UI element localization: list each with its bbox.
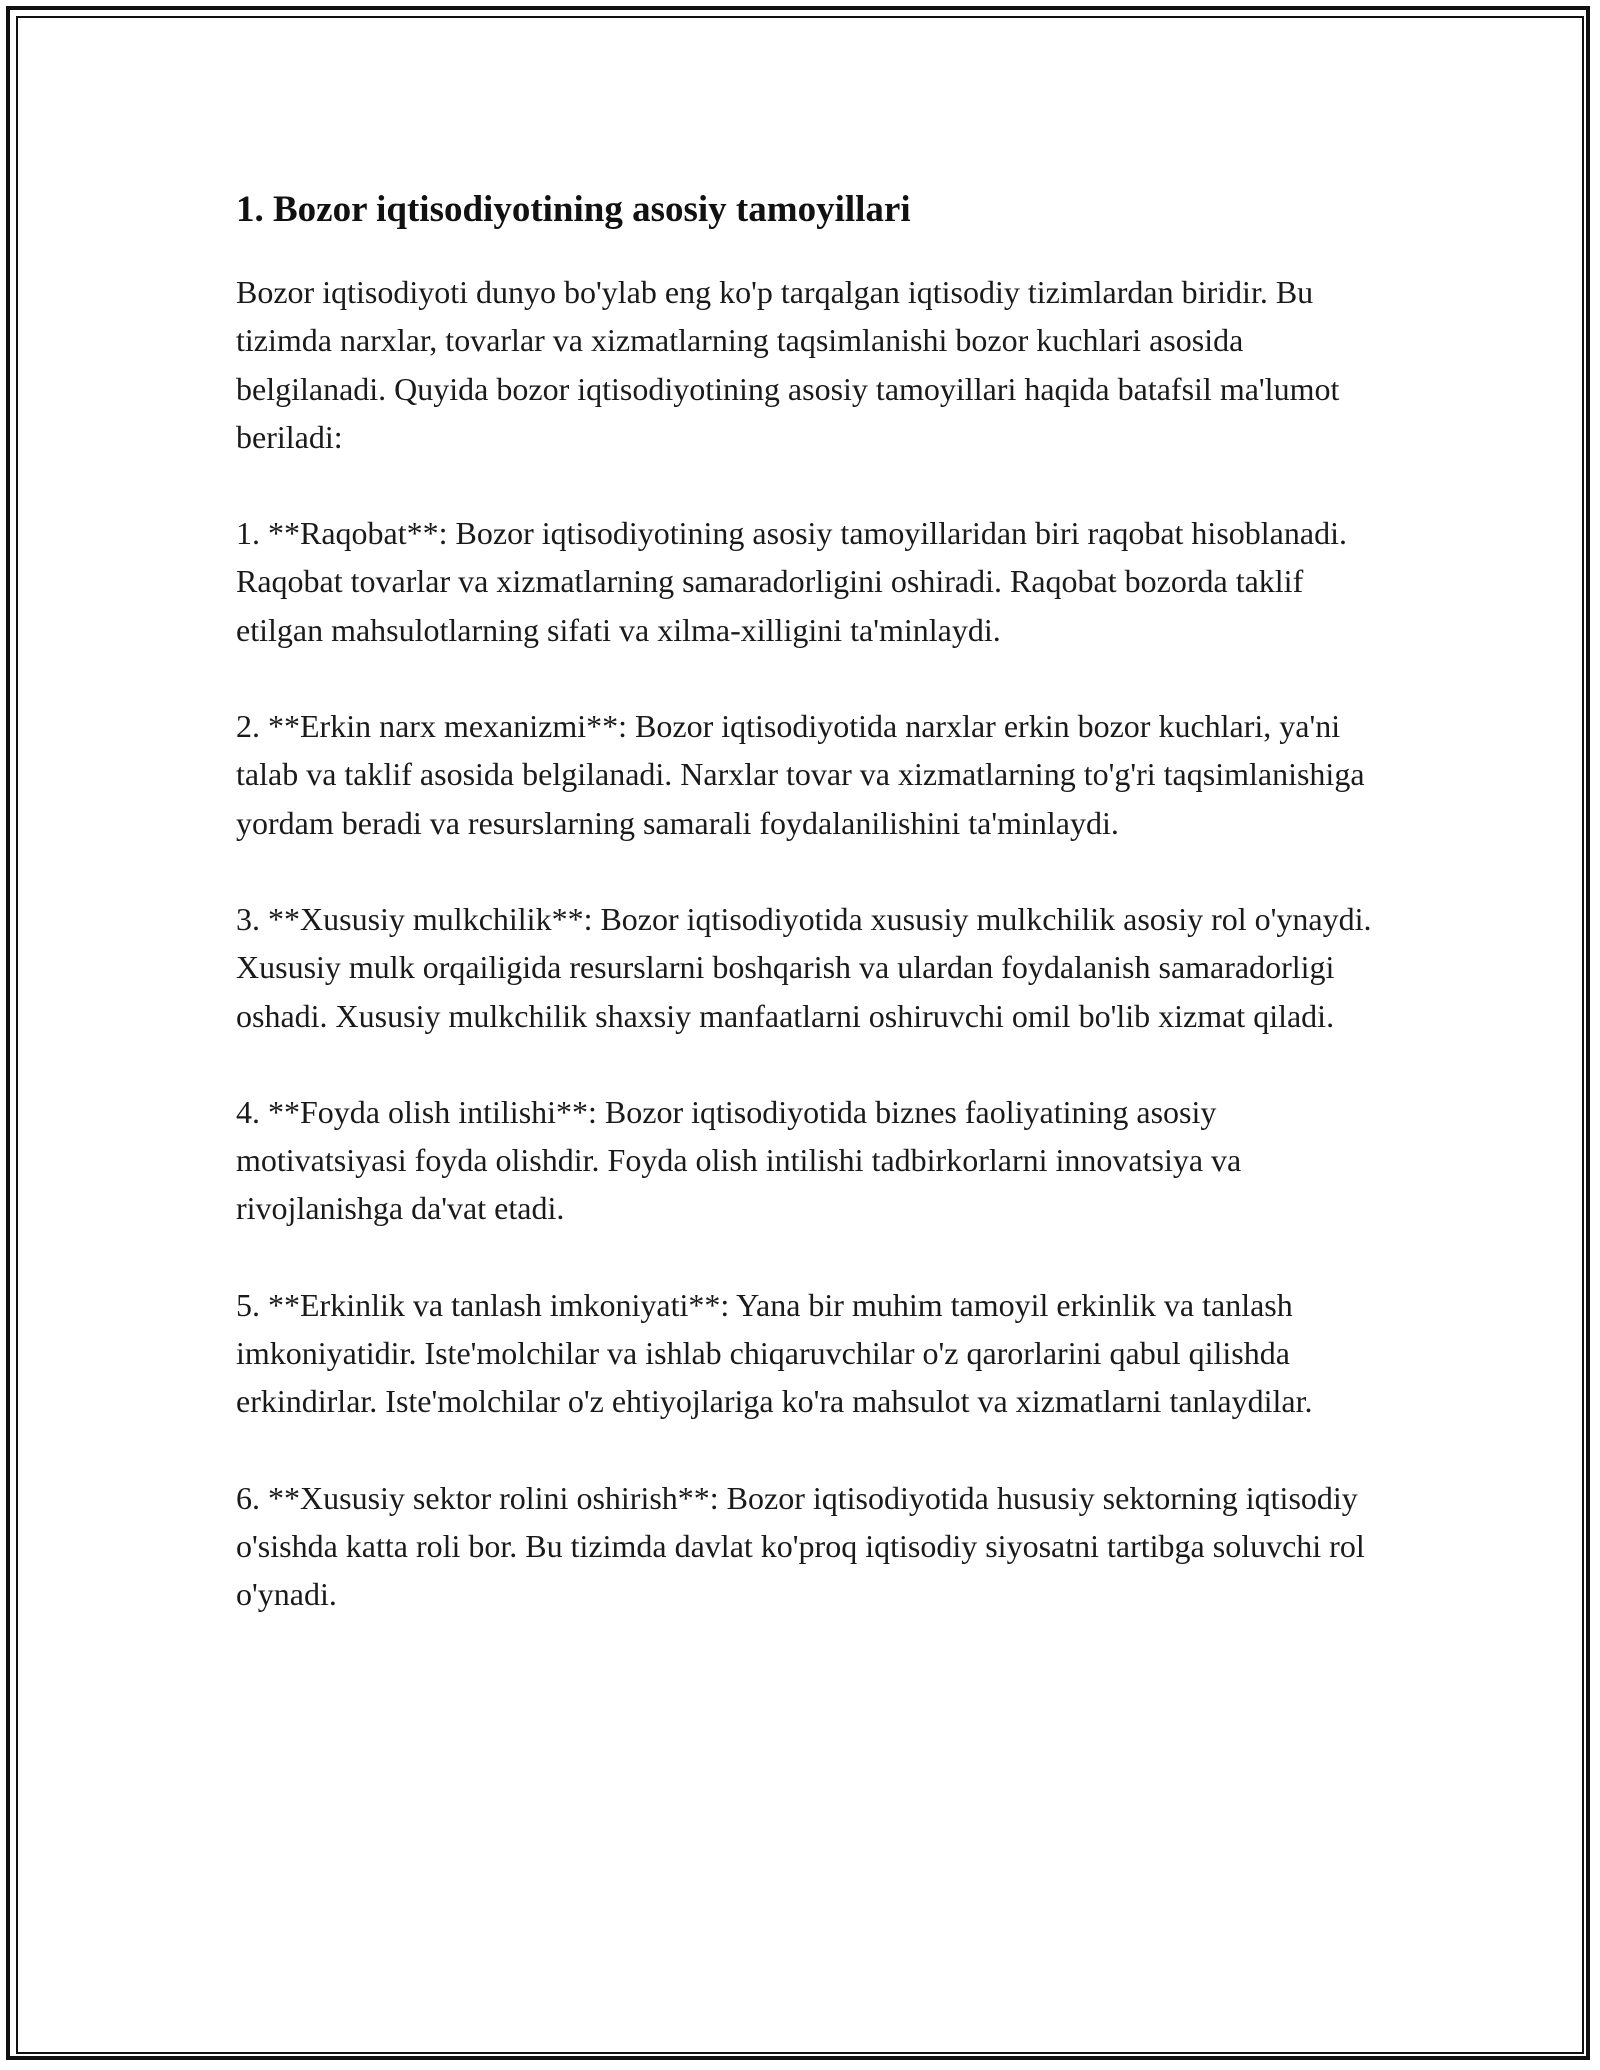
- principle-item-private-sector: 6. **Xususiy sektor rolini oshirish**: Bozor iqtisodiyotida hususiy sektorning iqtisodiy o'sishda katta roli bor. Bu tizimda davlat ko'proq iqtisodiy siyosatni tartibga soluvchi rol o'ynadi.: [236, 1479, 1365, 1613]
- principle-item-freedom-choice: 5. **Erkinlik va tanlash imkoniyati**: Yana bir muhim tamoyil erkinlik va tanlash imkoniyatidir. Iste'molchilar va ishlab chiqaruvchilar o'z qarorlarini qabul qilishda erkindirlar. Iste'molchilar o'z ehtiyojlariga ko'ra mahsulot va xizmatlarni tanlaydilar.: [236, 1286, 1313, 1420]
- principle-item-private-property: 3. **Xususiy mulkchilik**: Bozor iqtisodiyotida xususiy mulkchilik asosiy rol o'ynaydi. Xususiy mulk orqailigida resurslarni boshqarish va ulardan foydalanish samaradorligi oshadi. Xususiy mulkchilik shaxsiy manfaatlarni oshiruvchi omil bo'lib xizmat qiladi.: [236, 900, 1372, 1034]
- document-title: 1. Bozor iqtisodiyotining asosiy tamoyillari: [236, 189, 911, 230]
- principle-item-free-price: 2. **Erkin narx mexanizmi**: Bozor iqtisodiyotida narxlar erkin bozor kuchlari, ya'ni talab va taklif asosida belgilanadi. Narxlar tovar va xizmatlarning to'g'ri taqsimlanishiga yordam beradi va resurslarning samarali foydalanilishini ta'minlaydi.: [236, 708, 1365, 841]
- principle-item-competition: 1. **Raqobat**: Bozor iqtisodiyotining asosiy tamoyillaridan biri raqobat hisoblanadi. Raqobat tovarlar va xizmatlarning samaradorligini oshiradi. Raqobat bozorda taklif etilgan mahsulotlarning sifati va xilma-xilligini ta'minlaydi.: [236, 515, 1347, 648]
- principle-item-profit-motive: 4. **Foyda olish intilishi**: Bozor iqtisodiyotida biznes faoliyatining asosiy motivatsiyasi foyda olishdir. Foyda olish intilishi tadbirkorlarni innovatsiya va rivojlanishga da'vat etadi.: [236, 1093, 1242, 1227]
- intro-paragraph: Bozor iqtisodiyoti dunyo bo'ylab eng ko'p tarqalgan iqtisodiy tizimlardan biridir. Bu tizimda narxlar, tovarlar va xizmatlarning taqsimlanishi bozor kuchlari asosida belgilanadi. Quyida bozor iqtisodiyotining asosiy tamoyillari haqida batafsil ma'lumot beriladi:: [236, 274, 1340, 455]
- document-body: [236, 186, 1376, 1667]
